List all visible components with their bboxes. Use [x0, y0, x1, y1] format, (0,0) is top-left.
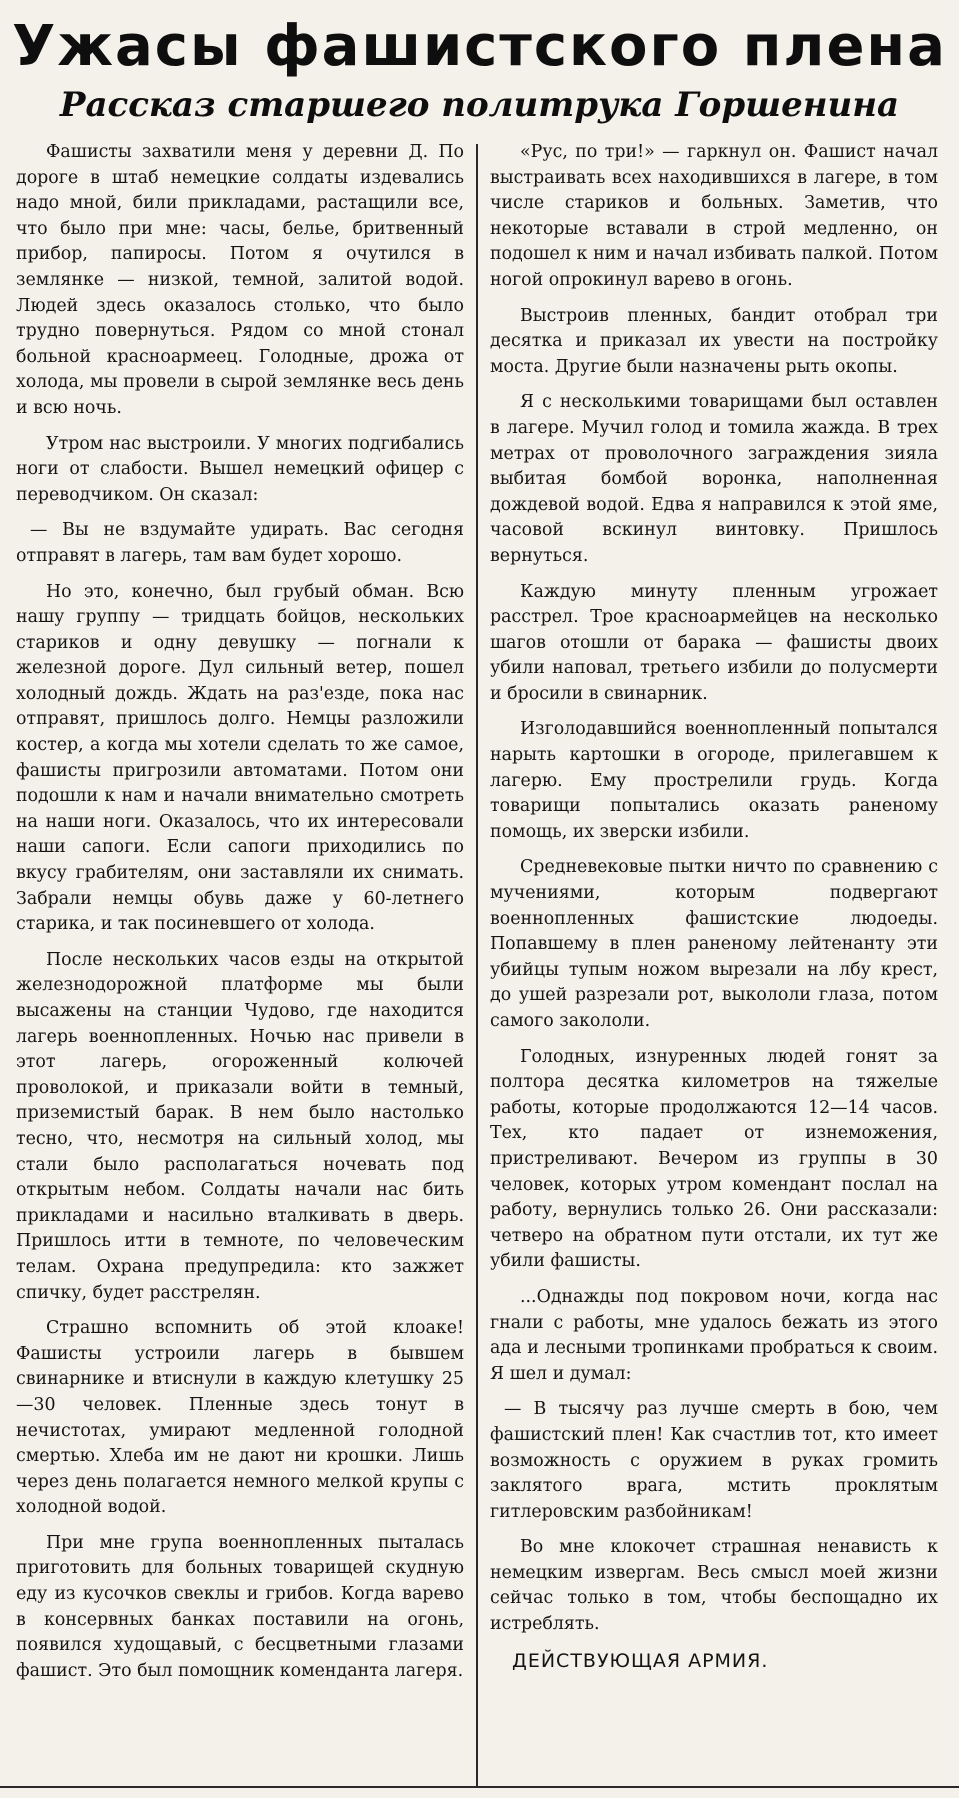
paragraph: — Вы не вздумайте удирать. Вас сегодня отправят в лагерь, там вам будет хорошо.	[16, 520, 464, 566]
article-columns	[10, 140, 949, 1784]
paragraph: Фашисты захватили меня у деревни Д. По дороге в штаб немецкие солдаты издевались надо мной, били прикладами, растащили все, что было при мне: часы, белье, бритвенный прибор, папиросы. Потом я очутился в землянке — низкой, темной, залитой водой. Людей здесь оказалось столько, что было трудно повернуться. Рядом со мной стонал больной красноармеец. Голодные, дрожа от холода, мы провели в сырой землянке весь день и всю ночь.	[16, 142, 464, 418]
paragraph: При мне група военнопленных пыталась приготовить для больных товарищей скудную еду из кусочков свеклы и грибов. Когда варево в консервных банках поставили на огонь, появился худощавый, с бесцветными глазами фашист. Это был помощник коменданта лагеря.	[16, 1532, 464, 1681]
paragraph: Страшно вспомнить об этой клоаке! Фашисты устроили лагерь в бывшем свинарнике и втиснули в каждую клетушку 25—30 человек. Пленные здесь тонут в нечистотах, умирают медленной голодной смертью. Хлеба им не дают ни крошки. Лишь через день полагается немного мелкой крупы с холодной водой.	[16, 1318, 464, 1518]
paragraph: Но это, конечно, был грубый обман. Всю нашу группу — тридцать бойцов, нескольких стариков и одну девушку — погнали к железной дороге. Дул сильный ветер, пошел холодный дождь. Ждать на раз'езде, пока нас отправят, пришлось долго. Немцы разложили костер, а когда мы хотели сделать то же самое, фашисты пригрозили автоматами. Потом они подошли к нам и начали внимательно смотреть на наши ноги. Оказалось, что их интересовали наши сапоги. Если сапоги приходились по вкусу грабителям, они заставляли их снимать. Забрали немцы обувь даже у 60-летнего старика, и так посиневшего от холода.	[16, 581, 464, 935]
paragraph: ...Однажды под покровом ночи, когда нас гнали с работы, мне удалось бежать из этого ада и лесными тропинками пробраться к своим. Я шел и думал:	[490, 1286, 938, 1384]
dateline-signature: ДЕЙСТВУЮЩАЯ АРМИЯ.	[512, 1649, 769, 1672]
left-column	[10, 140, 476, 1784]
paragraph: Изголодавшийся военнопленный попытался нарыть картошки в огороде, прилегавшем к лагерю. Ему прострелили грудь. Когда товарищи попытались оказать раненому помощь, их зверски избили.	[490, 719, 938, 842]
paragraph: Средневековые пытки ничто по сравнению с мучениями, которым подвергают военнопленных фашистские людоеды. Попавшему в плен раненому лейтенанту эти убийцы тупым ножом вырезали на лбу крест, до ушей разрезали рот, выкололи глаза, потом самого закололи.	[490, 857, 938, 1031]
paragraph: Голодных, изнуренных людей гонят за полтора десятка километров на тяжелые работы, которые продолжаются 12—14 часов. Тех, кто падает от изнеможения, пристреливают. Вечером из группы в 30 человек, которых утром комендант послал на работу, вернулись только 26. Они рассказали: четверо на обратном пути отстали, их тут же убили фашисты.	[490, 1046, 938, 1272]
paragraph: Утром нас выстроили. У многих подгибались ноги от слабости. Вышел немецкий офицер с переводчиком. Он сказал:	[16, 433, 464, 505]
paragraph: После нескольких часов езды на открытой железнодорожной платформе мы были высажены на станции Чудово, где находится лагерь военнопленных. Ночью нас привели в этот лагерь, огороженный колючей проволокой, и приказали войти в темный, приземистый барак. В нем было настолько тесно, что, несмотря на сильный холод, мы стали было располагаться ночевать под открытым небом. Солдаты начали нас бить прикладами и насильно вталкивать в дверь. Пришлось итти в темноте, по человеческим телам. Охрана предупредила: кто зажжет спичку, будет расстрелян.	[16, 949, 464, 1303]
paragraph: Во мне клокочет страшная ненависть к немецким извергам. Весь смысл моей жизни сейчас только в том, чтобы беспощадно их истреблять.	[490, 1537, 938, 1635]
right-column	[478, 140, 944, 1784]
paragraph: «Рус, по три!» — гаркнул он. Фашист начал выстраивать всех находившихся в лагере, в том числе стариков и больных. Заметив, что некоторые вставали в строй медленно, он подошел к ним и начал избивать палкой. Потом ногой опрокинул варево в огонь.	[490, 142, 938, 290]
paragraph: Выстроив пленных, бандит отобрал три десятка и приказал их увести на постройку моста. Другие были назначены рыть окопы.	[490, 305, 938, 377]
subheadline: Рассказ старшего политрука Горшенина	[59, 85, 900, 125]
paragraph: Каждую минуту пленным угрожает расстрел. Трое красноармейцев на несколько шагов отошли от барака — фашисты двоих убили наповал, третьего избили до полусмерти и бросили в свинарник.	[490, 581, 938, 704]
bottom-rule	[0, 1786, 959, 1788]
paragraph: — В тысячу раз лучше смерть в бою, чем фашистский плен! Как счастлив тот, кто имеет возможность с оружием в руках громить заклятого врага, мстить проклятым гитлеровским разбойникам!	[490, 1399, 938, 1522]
headline: Ужасы фашистского плена	[12, 14, 947, 79]
paragraph: Я с несколькими товарищами был оставлен в лагере. Мучил голод и томила жажда. В трех метрах от проволочного заграждения зияла выбитая бомбой воронка, наполненная дождевой водой. Едва я направился к этой яме, часовой вскинул винтовку. Пришлось вернуться.	[490, 392, 938, 566]
